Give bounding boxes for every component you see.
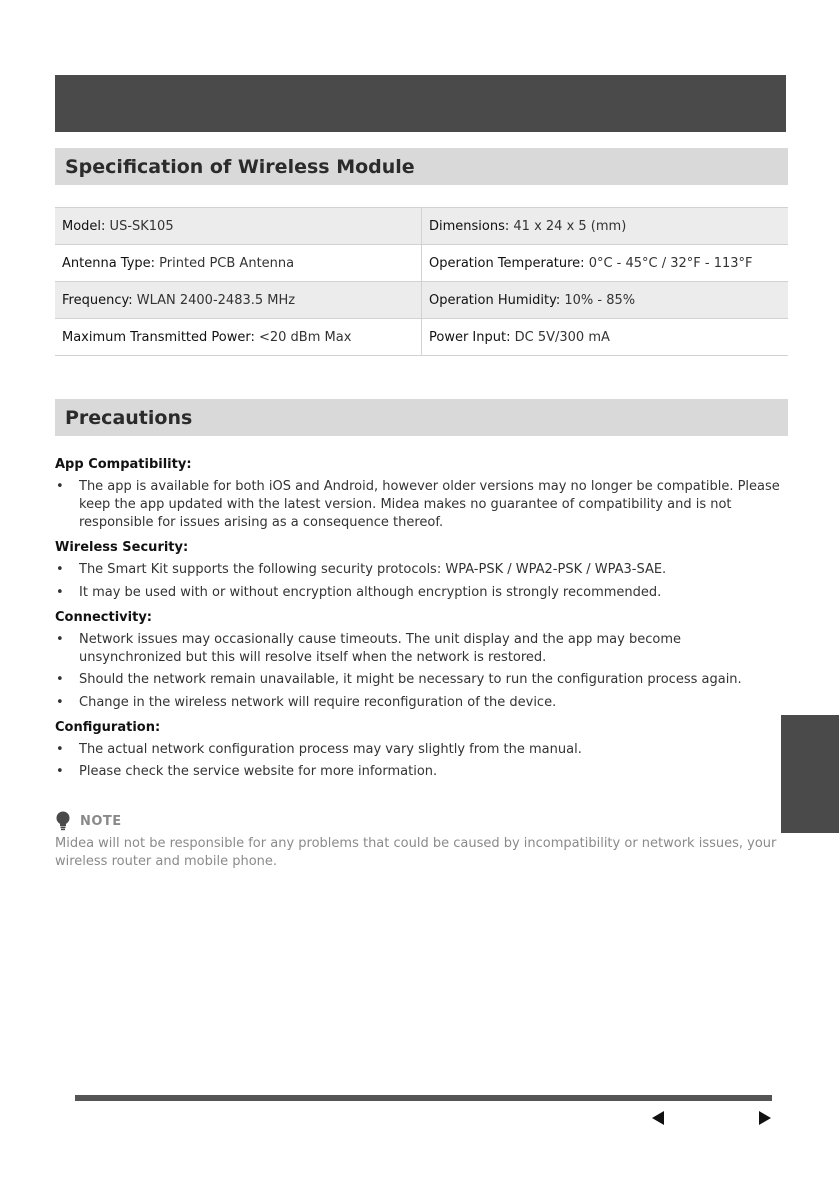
spec-key: Antenna Type: (62, 255, 156, 271)
note-block (55, 811, 785, 871)
spec-value: 0°C - 45°C / 32°F - 113°F (584, 255, 753, 271)
note-label: NOTE (80, 813, 122, 829)
list-item: • Should the network remain unavailable, it might be necessary to run the configuration process again. (55, 671, 785, 689)
spec-cell (422, 245, 789, 282)
spec-value: 41 x 24 x 5 (mm) (509, 218, 627, 234)
precaution-heading: Connectivity: (55, 609, 152, 625)
spec-key: Maximum Transmitted Power: (62, 329, 255, 345)
spec-value: DC 5V/300 mA (510, 329, 610, 345)
list-item: • The Smart Kit supports the following security protocols: WPA-PSK / WPA2-PSK / WPA3-SAE. (55, 561, 785, 579)
spec-value: 10% - 85% (560, 292, 636, 308)
precautions-list (55, 455, 785, 787)
precaution-list (55, 478, 785, 532)
spec-key: Power Input: (429, 329, 511, 345)
spec-section-title: Specification of Wireless Module (55, 148, 788, 185)
spec-value: <20 dBm Max (254, 329, 352, 345)
table-row (55, 282, 788, 319)
list-item: • The actual network configuration process may vary slightly from the manual. (55, 741, 785, 759)
note-text: Midea will not be responsible for any problems that could be caused by incompatibility or network issues, your wireless router and mobile phone. (55, 836, 777, 869)
spec-key: Operation Temperature: (429, 255, 585, 271)
precaution-list (55, 741, 785, 782)
precaution-heading: App Compatibility: (55, 457, 192, 472)
triangle-right-icon[interactable] (758, 1110, 772, 1126)
spec-key: Operation Humidity: (429, 292, 561, 308)
spec-cell (55, 245, 422, 282)
spec-key: Model: (62, 218, 106, 234)
list-item: • Network issues may occasionally cause timeouts. The unit display and the app may become unsynchronized but this will resolve itself when the network is restored. (55, 631, 785, 667)
spec-key: Frequency: (62, 292, 133, 308)
spec-value: Printed PCB Antenna (155, 255, 295, 271)
spec-key: Dimensions: (429, 218, 510, 234)
table-row (55, 208, 788, 245)
spec-cell (55, 319, 422, 356)
precaution-list (55, 631, 785, 712)
header-banner (55, 75, 786, 132)
spec-table (55, 207, 788, 356)
spec-value: WLAN 2400-2483.5 MHz (132, 292, 296, 308)
precautions-section-title: Precautions (55, 399, 788, 436)
spec-cell (55, 282, 422, 319)
side-tab-marker (781, 715, 839, 833)
list-item: • The app is available for both iOS and Android, however older versions may no longer be compatible. Please keep the app updated with the latest version. Midea makes no guarantee of compatibility and is not responsible for issues arising as a consequence thereof. (55, 478, 785, 532)
list-item: • Please check the service website for more information. (55, 763, 785, 781)
precaution-heading: Wireless Security: (55, 540, 189, 555)
precaution-heading: Configuration: (55, 719, 161, 735)
precaution-list (55, 561, 785, 602)
table-row (55, 319, 788, 356)
triangle-left-icon[interactable] (651, 1110, 665, 1126)
list-item: • Change in the wireless network will require reconfiguration of the device. (55, 694, 785, 712)
spec-cell (422, 282, 789, 319)
spec-cell (422, 208, 789, 245)
lightbulb-icon (55, 811, 73, 831)
table-row (55, 245, 788, 282)
spec-cell (422, 319, 789, 356)
spec-value: US-SK105 (105, 218, 174, 234)
footer-rule (75, 1095, 772, 1101)
list-item: • It may be used with or without encryption although encryption is strongly recommended. (55, 584, 785, 602)
spec-cell (55, 208, 422, 245)
